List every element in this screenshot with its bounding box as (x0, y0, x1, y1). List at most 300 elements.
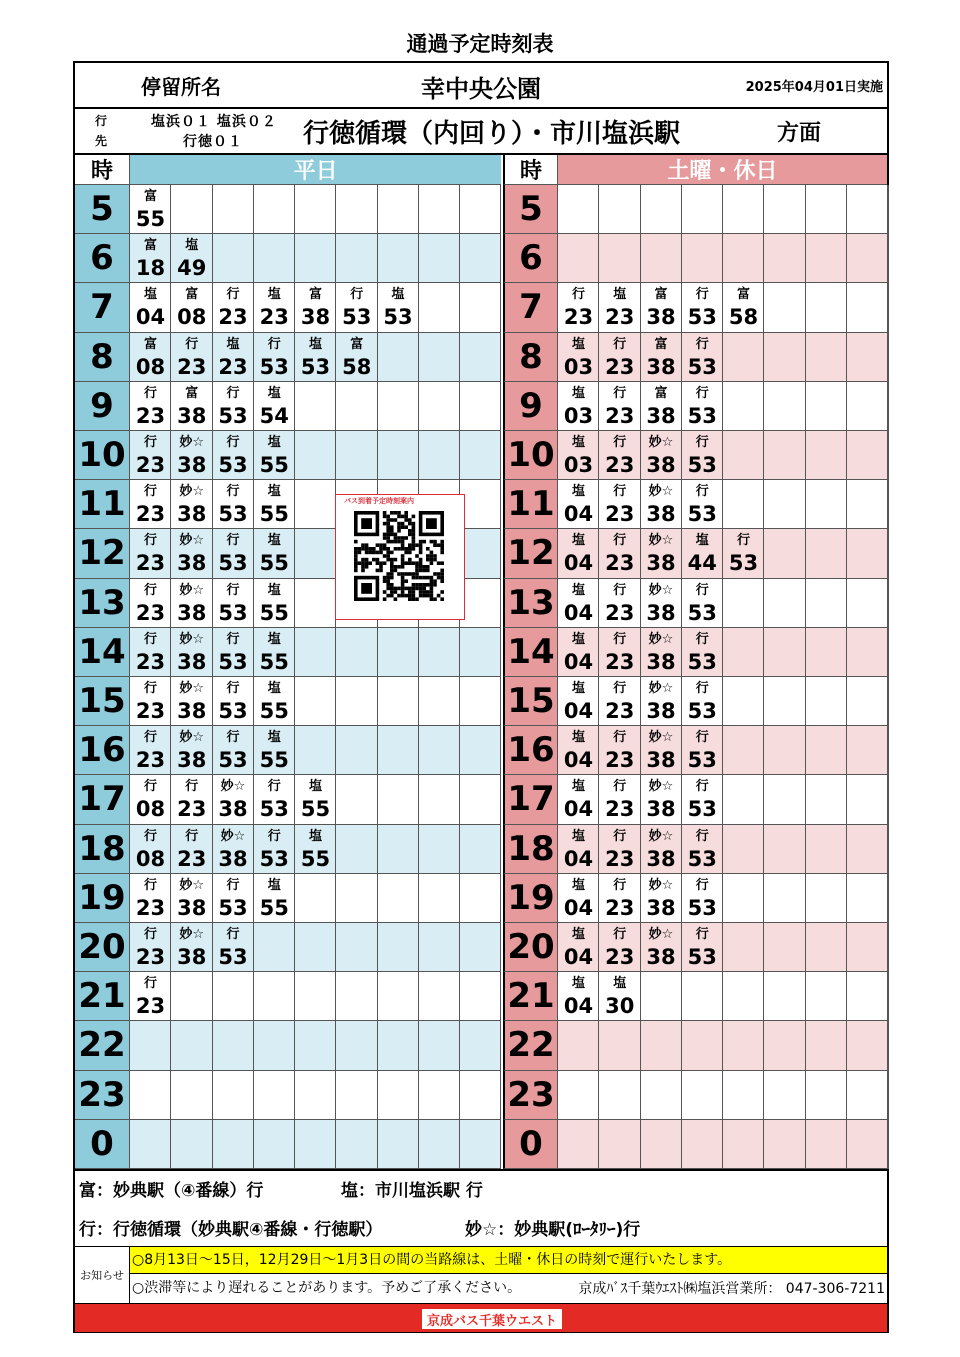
holiday-departure (682, 382, 723, 429)
departure-minute: 23 (135, 551, 166, 576)
departure-minute: 23 (177, 354, 207, 379)
holiday-slot (847, 1120, 888, 1169)
route-code: 塩 (571, 779, 585, 795)
weekday-slot (378, 1071, 419, 1120)
weekday-departure (130, 480, 171, 527)
weekday-departure (213, 431, 254, 478)
qr-code-pattern (336, 495, 464, 619)
holiday-slot (847, 1071, 888, 1120)
holiday-slot (723, 333, 764, 382)
holiday-slot (806, 972, 847, 1021)
holiday-slot (888, 529, 889, 578)
holiday-slot (847, 628, 888, 677)
route-code: 富 (143, 238, 157, 254)
holiday-departure (599, 677, 640, 724)
departure-minute: 38 (646, 354, 676, 379)
holiday-departure (641, 283, 682, 330)
weekday-departure (130, 185, 171, 232)
holiday-departure (558, 529, 599, 576)
departure-minute: 23 (177, 846, 207, 871)
weekday-slot (378, 382, 419, 431)
holiday-slot (806, 529, 847, 578)
holiday-slot (888, 677, 889, 726)
weekday-departure (171, 677, 212, 724)
departure-minute: 23 (135, 699, 166, 723)
holiday-slot (764, 579, 805, 628)
weekday-departure (254, 431, 295, 478)
departure-minute: 55 (259, 551, 289, 576)
weekday-slot (336, 1120, 377, 1169)
holiday-slot (806, 1071, 847, 1120)
holiday-slot (764, 185, 805, 234)
departure-minute: 23 (135, 502, 166, 527)
weekday-slot (295, 874, 336, 923)
route-code: 塩 (571, 828, 585, 844)
route-code: 行 (143, 828, 157, 844)
holiday-departure (641, 333, 682, 380)
departure-minute: 23 (135, 994, 166, 1019)
weekday-hour-20: 20 (75, 923, 130, 972)
holiday-slot (723, 726, 764, 775)
route-code: 行 (695, 730, 709, 746)
departure-minute: 23 (218, 305, 248, 330)
holiday-slot (847, 529, 888, 578)
departure-minute: 53 (218, 453, 248, 477)
weekday-slot (336, 628, 377, 677)
holiday-hour-10: 10 (503, 431, 558, 480)
weekday-slot (378, 1021, 419, 1070)
departure-minute: 04 (563, 502, 594, 527)
departure-minute: 23 (605, 305, 635, 330)
route-code: 行 (226, 582, 240, 598)
weekday-slot (378, 333, 419, 382)
destination-header (75, 109, 887, 155)
holiday-hour-7: 7 (503, 283, 558, 332)
holiday-header: 土曜・休日 (558, 155, 887, 185)
weekday-slot (378, 677, 419, 726)
weekday-hour-8: 8 (75, 333, 130, 382)
weekday-slot (419, 825, 460, 874)
route-code: 塩 (267, 435, 281, 450)
route-code: 行 (695, 582, 709, 598)
weekday-departure (171, 283, 212, 330)
departure-minute: 53 (300, 354, 331, 379)
departure-minute: 23 (605, 895, 635, 920)
departure-minute: 53 (687, 305, 717, 330)
weekday-departure (254, 480, 295, 527)
weekday-slot (295, 1071, 336, 1120)
weekday-slot (336, 825, 377, 874)
departure-minute: 38 (177, 895, 207, 920)
weekday-departure (295, 283, 336, 330)
legend (75, 1169, 887, 1247)
weekday-slot (460, 333, 501, 382)
departure-minute: 23 (563, 305, 594, 330)
departure-minute: 23 (605, 649, 635, 674)
departure-minute: 38 (177, 453, 207, 477)
holiday-hour-5: 5 (503, 185, 558, 234)
weekday-departure (130, 382, 171, 429)
departure-minute: 23 (605, 748, 635, 773)
departure-minute: 38 (646, 895, 676, 920)
holiday-slot (847, 579, 888, 628)
route-code: 妙☆ (648, 828, 674, 844)
departure-minute: 53 (259, 846, 289, 871)
weekday-slot (460, 726, 501, 775)
weekday-slot (254, 1071, 295, 1120)
weekday-departure (213, 579, 254, 626)
holiday-slot (764, 1071, 805, 1120)
weekday-slot (254, 923, 295, 972)
route-code: 行 (143, 385, 157, 401)
holiday-departure (682, 628, 723, 675)
weekday-departure (213, 529, 254, 576)
departure-minute: 04 (563, 699, 594, 723)
legend-gyo: 行：行徳循環（妙典駅④番線・行徳駅） (79, 1220, 383, 1240)
departure-minute: 53 (687, 748, 717, 773)
departure-minute: 53 (687, 649, 717, 674)
holiday-departure (599, 529, 640, 576)
weekday-slot (336, 185, 377, 234)
departure-minute: 58 (342, 354, 372, 379)
route-code: 妙☆ (648, 779, 674, 795)
holiday-slot (806, 1021, 847, 1070)
holiday-slot (764, 923, 805, 972)
weekday-slot (419, 185, 460, 234)
route-code: 富 (143, 336, 157, 352)
holiday-hour-19: 19 (503, 874, 558, 923)
weekday-departure (254, 775, 295, 822)
holiday-slot (764, 480, 805, 529)
departure-minute: 38 (646, 797, 676, 822)
weekday-slot (336, 1071, 377, 1120)
departure-minute: 04 (563, 748, 594, 773)
departure-minute: 23 (135, 649, 166, 674)
holiday-slot (599, 1021, 640, 1070)
weekday-slot (336, 431, 377, 480)
weekday-slot (460, 1071, 501, 1120)
holiday-slot (764, 234, 805, 283)
weekday-slot (336, 775, 377, 824)
departure-minute: 55 (300, 846, 331, 871)
notice-label: お知らせ (75, 1247, 130, 1303)
departure-minute: 08 (135, 797, 166, 822)
weekday-departure (295, 333, 336, 380)
weekday-slot (336, 382, 377, 431)
holiday-departure (599, 431, 640, 478)
departure-minute: 53 (218, 551, 248, 576)
holiday-departure (599, 579, 640, 626)
route-code: 富 (185, 385, 199, 401)
departure-minute: 38 (177, 699, 207, 723)
holiday-hour-16: 16 (503, 726, 558, 775)
weekday-slot (460, 382, 501, 431)
weekday-departure (130, 283, 171, 330)
holiday-departure (682, 775, 723, 822)
departure-minute: 53 (687, 453, 717, 477)
holiday-slot (806, 628, 847, 677)
route-code: 行 (613, 730, 627, 746)
holiday-slot (723, 775, 764, 824)
holiday-slot (723, 185, 764, 234)
holiday-slot (847, 923, 888, 972)
holiday-hour-13: 13 (503, 579, 558, 628)
weekday-slot (295, 579, 336, 628)
holiday-slot (558, 1120, 599, 1169)
holiday-slot (682, 1071, 723, 1120)
holiday-slot (888, 628, 889, 677)
holiday-slot (682, 972, 723, 1021)
weekday-departure (130, 579, 171, 626)
departure-minute: 53 (687, 945, 717, 969)
holiday-slot (888, 1071, 889, 1120)
weekday-slot (419, 283, 460, 332)
weekday-slot (378, 874, 419, 923)
weekday-header: 平日 (130, 155, 501, 185)
holiday-hour-22: 22 (503, 1021, 558, 1070)
weekday-departure (378, 283, 419, 330)
weekday-hour-header: 時 (75, 155, 130, 185)
holiday-slot (847, 874, 888, 923)
departure-minute: 23 (605, 945, 635, 969)
route-code: 行 (695, 435, 709, 450)
route-code: 妙☆ (648, 730, 674, 746)
departure-minute: 38 (646, 600, 676, 625)
weekday-departure (254, 726, 295, 773)
footer-bar (75, 1303, 887, 1332)
weekday-departure (213, 923, 254, 970)
departure-minute: 23 (135, 403, 166, 428)
weekday-hour-10: 10 (75, 431, 130, 480)
route-code: 妙☆ (179, 631, 205, 647)
route-code: 行 (226, 533, 240, 549)
holiday-departure (641, 628, 682, 675)
holiday-slot (806, 431, 847, 480)
route-code: 塩 (308, 779, 322, 795)
weekday-slot (460, 775, 501, 824)
holiday-slot (641, 185, 682, 234)
weekday-departure (171, 874, 212, 921)
departure-minute: 38 (646, 502, 676, 527)
holiday-slot (847, 972, 888, 1021)
weekday-departure (171, 775, 212, 822)
holiday-slot (641, 1071, 682, 1120)
holiday-hour-15: 15 (503, 677, 558, 726)
holiday-departure (599, 382, 640, 429)
departure-minute: 54 (259, 403, 289, 428)
qr-code[interactable] (335, 494, 465, 620)
holiday-departure (682, 333, 723, 380)
weekday-slot (378, 234, 419, 283)
holiday-departure (682, 923, 723, 970)
route-code: 妙☆ (220, 828, 246, 844)
route-code: 塩 (571, 877, 585, 893)
holiday-slot (641, 972, 682, 1021)
weekday-slot (460, 185, 501, 234)
holiday-slot (682, 1021, 723, 1070)
weekday-slot (419, 775, 460, 824)
holiday-slot (888, 923, 889, 972)
holiday-departure (599, 923, 640, 970)
departure-minute: 38 (646, 748, 676, 773)
departure-minute: 23 (218, 354, 248, 379)
route-code: 行 (613, 681, 627, 696)
route-code: 妙☆ (179, 927, 205, 942)
holiday-departure (641, 874, 682, 921)
weekday-slot (254, 972, 295, 1021)
weekday-slot (378, 972, 419, 1021)
departure-minute: 04 (135, 305, 166, 330)
route-code: 塩 (267, 582, 281, 598)
route-code: 妙☆ (648, 582, 674, 598)
holiday-departure (641, 775, 682, 822)
route-code: 行 (695, 484, 709, 500)
departure-minute: 04 (563, 551, 594, 576)
departure-minute: 38 (646, 453, 676, 477)
route-code: 行 (695, 681, 709, 696)
holiday-departure (599, 726, 640, 773)
route-code: 行 (613, 927, 627, 942)
route-code: 行 (571, 287, 585, 303)
weekday-slot (460, 825, 501, 874)
route-code: 妙☆ (179, 484, 205, 500)
weekday-departure (171, 333, 212, 380)
route-code: 塩 (571, 484, 585, 500)
departure-minute: 55 (259, 502, 289, 527)
weekday-slot (460, 677, 501, 726)
holiday-departure (641, 529, 682, 576)
departure-minute: 23 (605, 797, 635, 822)
route-code: 行 (143, 976, 157, 992)
holiday-slot (641, 1120, 682, 1169)
holiday-slot (723, 677, 764, 726)
departure-minute: 23 (259, 305, 289, 330)
holiday-departure (558, 775, 599, 822)
holiday-departure (558, 874, 599, 921)
holiday-departure (682, 579, 723, 626)
holiday-slot (806, 923, 847, 972)
weekday-slot (419, 972, 460, 1021)
weekday-departure (171, 726, 212, 773)
holiday-slot (888, 775, 889, 824)
holiday-slot (806, 382, 847, 431)
notice-delay: ○渋滞等により遅れることがあります。予めご了承ください。 (132, 1280, 522, 1296)
holiday-departure (599, 628, 640, 675)
route-code: 妙☆ (179, 730, 205, 746)
stop-label: 停留所名 (141, 75, 221, 99)
weekday-slot (460, 1120, 501, 1169)
notice-holiday-schedule: ○8月13日～15日，12月29日～1月3日の間の当路線は、土曜・休日の時刻で運行いたします。 (130, 1247, 887, 1274)
weekday-slot (419, 431, 460, 480)
holiday-departure (558, 382, 599, 429)
route-code: 行 (613, 877, 627, 893)
weekday-departure (254, 283, 295, 330)
holiday-slot (847, 1021, 888, 1070)
departure-minute: 53 (687, 797, 717, 822)
holiday-hour-0: 0 (503, 1120, 558, 1169)
holiday-departure (682, 283, 723, 330)
holiday-departure (641, 480, 682, 527)
holiday-slot (888, 431, 889, 480)
holiday-departure (599, 972, 640, 1019)
route-code: 塩 (185, 238, 199, 254)
weekday-slot (295, 972, 336, 1021)
route-code: 塩 (143, 287, 157, 303)
route-code: 行 (185, 336, 199, 352)
destination-name: 行徳循環（内回り）・市川塩浜駅 (303, 119, 681, 149)
weekday-slot (378, 185, 419, 234)
weekday-slot (254, 1120, 295, 1169)
weekday-slot (419, 333, 460, 382)
holiday-slot (888, 1021, 889, 1070)
departure-minute: 53 (259, 797, 289, 822)
company-logo: 京成バス千葉ウエスト (421, 1308, 563, 1330)
holiday-departure (682, 726, 723, 773)
weekday-slot (171, 1120, 212, 1169)
weekday-slot (213, 185, 254, 234)
route-code: 妙☆ (648, 877, 674, 893)
holiday-departure (558, 825, 599, 872)
departure-minute: 04 (563, 994, 594, 1019)
route-code: 行 (613, 435, 627, 450)
weekday-departure (213, 333, 254, 380)
weekday-departure (295, 825, 336, 872)
legend-tomi: 富：妙典駅（④番線）行 (79, 1181, 264, 1201)
holiday-slot (723, 431, 764, 480)
departure-minute: 38 (177, 502, 207, 527)
holiday-slot (847, 431, 888, 480)
route-code: 塩 (571, 631, 585, 647)
weekday-slot (295, 382, 336, 431)
route-code: 富 (654, 385, 668, 401)
departure-minute: 53 (687, 354, 717, 379)
route-code: 妙☆ (179, 877, 205, 893)
holiday-slot (888, 825, 889, 874)
weekday-hour-0: 0 (75, 1120, 130, 1169)
effective-date: 2025年04月01日実施 (745, 80, 883, 95)
route-code: 行 (695, 287, 709, 303)
departure-minute: 38 (177, 945, 207, 969)
departure-minute: 53 (218, 649, 248, 674)
holiday-departure (682, 529, 723, 576)
route-code: 妙☆ (648, 484, 674, 500)
holiday-departure (558, 283, 599, 330)
departure-minute: 53 (218, 945, 248, 969)
weekday-slot (419, 382, 460, 431)
weekday-slot (336, 726, 377, 775)
departure-minute: 23 (605, 551, 635, 576)
route-code: 行 (143, 631, 157, 647)
holiday-departure (558, 726, 599, 773)
holiday-slot (599, 1071, 640, 1120)
weekday-slot (419, 1021, 460, 1070)
holiday-departure (641, 923, 682, 970)
holiday-slot (764, 333, 805, 382)
weekday-slot (295, 726, 336, 775)
route-code: 行 (226, 730, 240, 746)
departure-minute: 55 (259, 699, 289, 723)
route-code: 行 (695, 385, 709, 401)
holiday-departure (599, 874, 640, 921)
holiday-departure (599, 480, 640, 527)
holiday-departure (641, 677, 682, 724)
holiday-slot (806, 1120, 847, 1169)
weekday-slot (378, 825, 419, 874)
route-code: 行 (143, 681, 157, 696)
holiday-departure (599, 825, 640, 872)
weekday-departure (171, 579, 212, 626)
holiday-slot (847, 825, 888, 874)
